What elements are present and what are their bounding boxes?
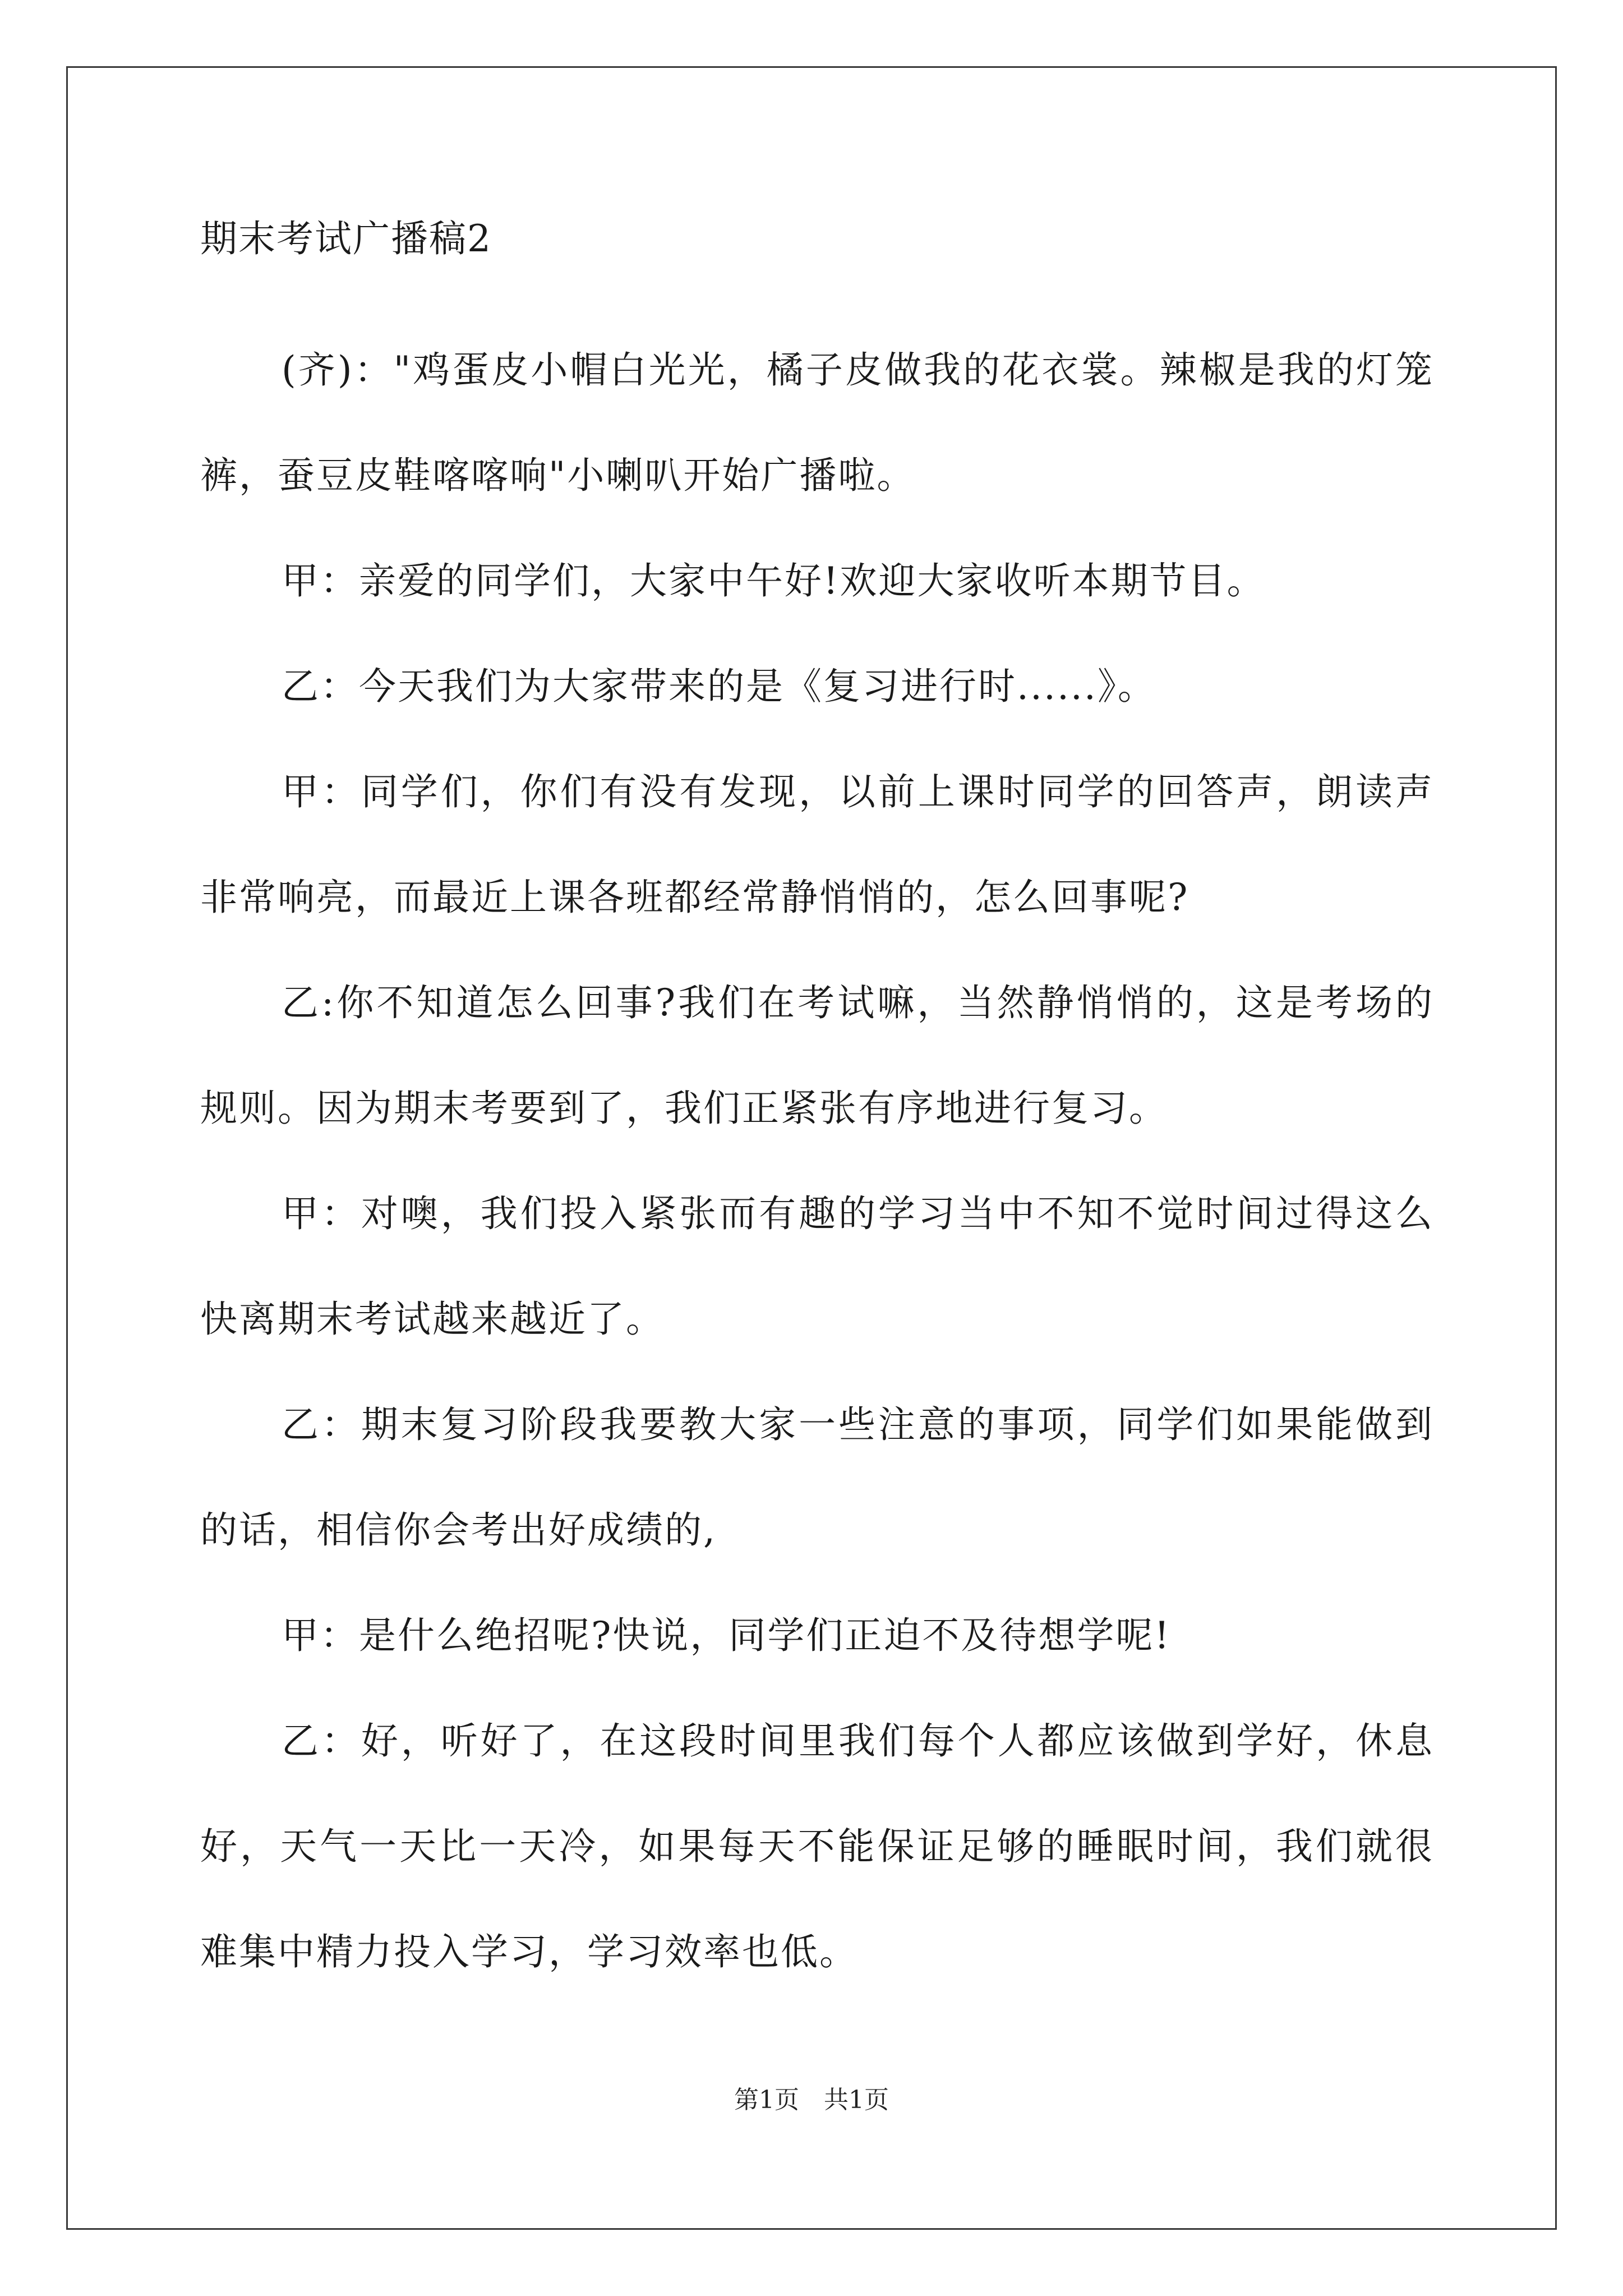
page-total: 共1页: [824, 2086, 889, 2114]
document-title: 期末考试广播稿2: [200, 217, 492, 260]
paragraph: 乙：期末复习阶段我要教大家一些注意的事项，同学们如果能做到的话，相信你会考出好成绩的,: [200, 1403, 1434, 1552]
page-number: 第1页: [734, 2086, 799, 2114]
paragraph: 甲：同学们，你们有没有发现，以前上课时同学的回答声，朗读声非常响亮，而最近上课各班都经常静悄悄的，怎么回事呢?: [200, 770, 1434, 919]
paragraph: 甲：亲爱的同学们，大家中午好!欢迎大家收听本期节目。: [282, 559, 1266, 602]
paragraph: 甲：是什么绝招呢?快说，同学们正迫不及待想学呢!: [282, 1614, 1171, 1657]
page-footer: [0, 2083, 1623, 2117]
document-body: [200, 212, 1434, 2005]
paragraph: 乙：好，听好了，在这段时间里我们每个人都应该做到学好，休息好，天气一天比一天冷，如果每天不能保证足够的睡眠时间，我们就很难集中精力投入学习，学习效率也低。: [200, 1719, 1434, 1973]
paragraph: 乙：今天我们为大家带来的是《复习进行时......》。: [282, 665, 1156, 708]
paragraph: 甲：对噢，我们投入紧张而有趣的学习当中不知不觉时间过得这么快离期末考试越来越近了。: [200, 1192, 1434, 1341]
paragraph: (齐)："鸡蛋皮小帽白光光，橘子皮做我的花衣裳。辣椒是我的灯笼裤，蚕豆皮鞋喀喀响"小喇叭开始广播啦。: [200, 348, 1434, 497]
paragraph: 乙:你不知道怎么回事?我们在考试嘛，当然静悄悄的，这是考场的规则。因为期末考要到了，我们正紧张有序地进行复习。: [200, 981, 1434, 1130]
